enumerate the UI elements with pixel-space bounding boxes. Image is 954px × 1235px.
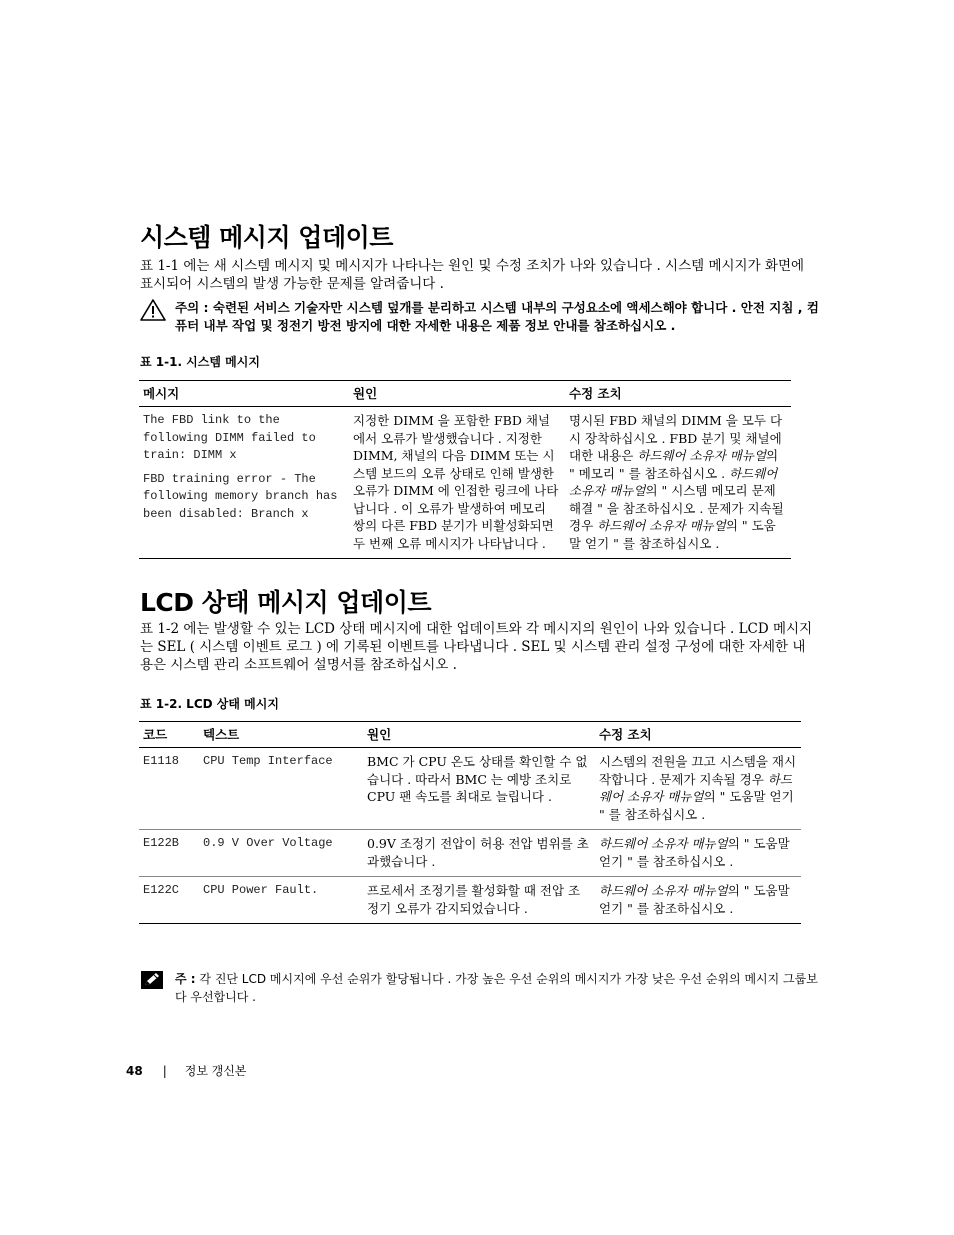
- message-text: The FBD link to the following DIMM failed to train: DIMM x: [143, 413, 316, 462]
- manual-reference: 하드웨어 소유자 매뉴얼: [597, 518, 726, 533]
- column-header-action: 수정 조치: [595, 722, 801, 748]
- note-pencil-icon: [140, 970, 166, 992]
- action-cell: 명시된 FBD 채널의 DIMM 을 모두 다시 장착하십시오 . FBD 분기 및 채널에 대한 내용은 하드웨어 소유자 매뉴얼의 " 메모리 " 를 참조하십시오 . 하드웨어 소유자 매뉴얼의 " 시스템 메모리 문제 해결 " 을 참조하십시오 . 문제가 지속될 경우 하드웨어 소유자 매뉴얼의 " 도움말 얻기 " 를 참조하십시오 .: [565, 407, 791, 559]
- code-cell: E122B: [139, 830, 199, 877]
- footer-doc-title: 정보 갱신본: [184, 1064, 247, 1078]
- code-cell: E122C: [139, 877, 199, 924]
- column-header-text: 텍스트: [199, 722, 363, 748]
- cause-cell: 0.9V 조정기 전압이 허용 전압 범위를 초과했습니다 .: [363, 830, 595, 877]
- cause-cell: 프로세서 조정기를 활성화할 때 전압 조정기 오류가 감지되었습니다 .: [363, 877, 595, 924]
- cause-cell: BMC 가 CPU 온도 상태를 확인할 수 없습니다 . 따라서 BMC 는 예방 조치로 CPU 팬 속도를 최대로 늘립니다 .: [363, 748, 595, 830]
- column-header-message: 메시지: [139, 381, 349, 407]
- manual-reference: 하드웨어 소유자 매뉴얼: [637, 448, 767, 463]
- column-header-cause: 원인: [349, 381, 565, 407]
- manual-reference: 하드웨어 소유자 매뉴얼: [569, 465, 778, 498]
- code-cell: E1118: [139, 748, 199, 830]
- section-title-lcd-messages: LCD 상태 메시지 업데이트: [140, 588, 431, 617]
- note-text: 각 진단 LCD 메시지에 우선 순위가 할당됩니다 . 가장 높은 우선 순위의 메시지가 가장 낮은 우선 순위의 메시지 그룹보다 우선합니다 .: [175, 972, 818, 1004]
- table-row: [139, 877, 801, 924]
- note-label: 주 :: [175, 972, 196, 986]
- page-footer: [126, 1062, 247, 1079]
- message-cell: [139, 407, 349, 559]
- action-cell: 하드웨어 소유자 매뉴얼의 " 도움말 얻기 " 를 참조하십시오 .: [595, 830, 801, 877]
- cause-cell: 지정한 DIMM 을 포함한 FBD 채널에서 오류가 발생했습니다 . 지정한 DIMM, 채널의 다음 DIMM 또는 시스템 보드의 오류 상태로 인해 발생한 오류가 DIMM 에 인접한 링크에 나타납니다 . 이 오류가 발생하여 메모리 쌍의 다른 FBD 분기가 비활성화되면 두 번째 오류 메시지가 나타납니다 .: [349, 407, 565, 559]
- table-row: [139, 830, 801, 877]
- text-cell: 0.9 V Over Voltage: [199, 830, 363, 877]
- message-text: FBD training error - The following memory branch has been disabled: Branch x: [143, 471, 338, 521]
- action-cell: 하드웨어 소유자 매뉴얼의 " 도움말 얻기 " 를 참조하십시오 .: [595, 877, 801, 924]
- caution-text: 숙련된 서비스 기술자만 시스템 덮개를 분리하고 시스템 내부의 구성요소에 액세스해야 합니다 . 안전 지침 , 컴퓨터 내부 작업 및 정전기 방전 방지에 대한 자세한 내용은 제품 정보 안내를 참조하십시오 .: [175, 300, 819, 333]
- warning-triangle-icon: [140, 299, 166, 321]
- table-caption-1: 표 1-1. 시스템 메시지: [140, 355, 260, 369]
- lcd-messages-table: [139, 721, 801, 924]
- table-row: [139, 748, 801, 830]
- manual-reference: 하드웨어 소유자 매뉴얼: [599, 836, 728, 851]
- footer-separator: |: [162, 1064, 167, 1078]
- manual-reference: 하드웨어 소유자 매뉴얼: [599, 771, 792, 804]
- text-cell: CPU Power Fault.: [199, 877, 363, 924]
- system-messages-table: [139, 380, 791, 559]
- caution-label: 주의 :: [175, 300, 209, 315]
- column-header-code: 코드: [139, 722, 199, 748]
- table-row: [139, 407, 791, 559]
- page-number: 48: [126, 1064, 143, 1078]
- section-intro-lcd-messages: 표 1-2 에는 발생할 수 있는 LCD 상태 메시지에 대한 업데이트와 각 메시지의 원인이 나와 있습니다 . LCD 메시지는 SEL ( 시스템 이벤트 로그 ) 에 기록된 이벤트를 나타냅니다 . SEL 및 시스템 관리 설정 구성에 대한 자세한 내용은 시스템 관리 소프트웨어 설명서를 참조하십시오 .: [140, 621, 813, 673]
- column-header-cause: 원인: [363, 722, 595, 748]
- section-title-system-messages: 시스템 메시지 업데이트: [140, 223, 393, 252]
- column-header-action: 수정 조치: [565, 381, 791, 407]
- manual-reference: 하드웨어 소유자 매뉴얼: [599, 883, 728, 898]
- section-intro-system-messages: 표 1-1 에는 새 시스템 메시지 및 메시지가 나타나는 원인 및 수정 조치가 나와 있습니다 . 시스템 메시지가 화면에 표시되어 시스템의 발생 가능한 문제를 알려줍니다 .: [140, 258, 805, 292]
- text-cell: CPU Temp Interface: [199, 748, 363, 830]
- action-cell: 시스템의 전원을 끄고 시스템을 재시작합니다 . 문제가 지속될 경우 하드웨어 소유자 매뉴얼의 " 도움말 얻기 " 를 참조하십시오 .: [595, 748, 801, 830]
- table-caption-2: 표 1-2. LCD 상태 메시지: [140, 697, 279, 711]
